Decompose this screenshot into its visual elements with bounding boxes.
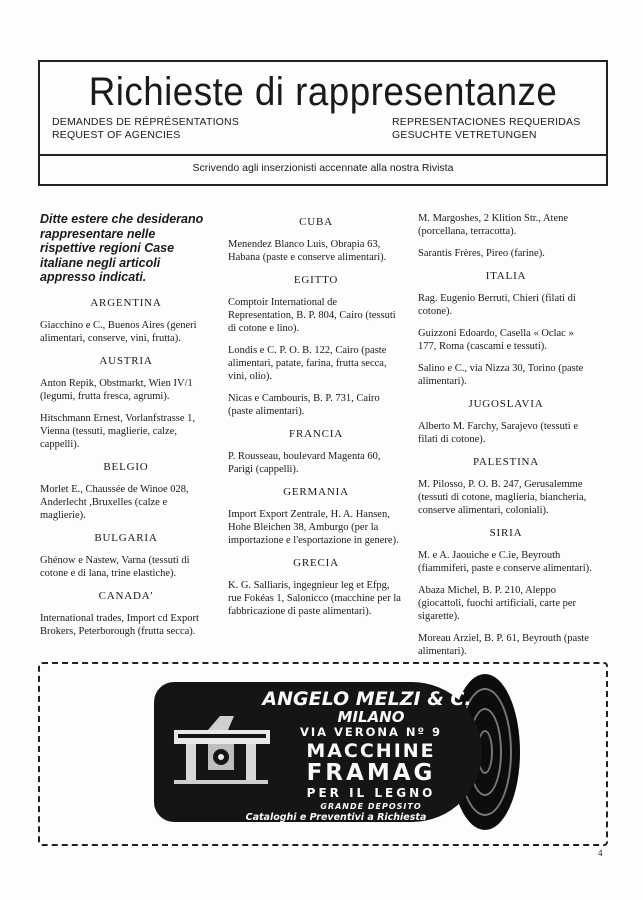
listing-entry: Salino e C., via Nizza 30, Torino (paste alimentari). [418, 363, 584, 387]
listing-entry: Hitschmann Ernest, Vorlanfstrasse 1, Vienna (tessuti, maglierie, calze, cappelli). [40, 412, 196, 450]
listing-entry: Menendez Blanco Luis, Obrapia 63, Habana (paste e conserve alimentari). [228, 239, 387, 263]
intro-text: Ditte estere che desiderano rappresentare nelle rispettive regioni Case italiane negli articoli appresso indicati. [40, 212, 204, 284]
listing-entry: Alberto M. Farchy, Sarajevo (tessuti e filati di cotone). [418, 421, 578, 445]
header-divider [40, 154, 606, 156]
country-heading: BULGARIA [94, 531, 158, 544]
country-heading: AUSTRIA [99, 354, 153, 367]
listing-entry: Rag. Eugenio Berruti, Chieri (filati di cotone). [418, 293, 576, 317]
listing-entry: M. Pilosso, P. O. B. 247, Gerusalemme (tessuti di cotone, maglieria, biancheria, conserve alimentari, coloniali). [418, 479, 587, 516]
header-left-lines [52, 116, 239, 142]
advertisement [38, 662, 608, 846]
country-heading: BELGIO [103, 460, 149, 473]
country-heading: ITALIA [485, 270, 527, 282]
country-heading: GRECIA [293, 557, 339, 569]
listing-entry: Nicas e Cambouris, B. P. 731, Cairo (paste alimentari). [228, 393, 380, 417]
header-left-line: DEMANDES DE RÉPRÉSENTATIONS [52, 116, 240, 128]
listing-entry: Abaza Michel, B. P. 210, Aleppo (giocattoli, fuochi artificiali, carte per sigarette). [418, 585, 577, 622]
ad-line-wood: PER IL LEGNO [306, 786, 436, 800]
header-left-line: REQUEST OF AGENCIES [52, 129, 181, 141]
listing-entry: M. Margoshes, 2 Klition Str., Atene (porcellana, terracotta). [418, 213, 569, 237]
header-box [38, 60, 608, 186]
listing-entry: Anton Repik, Obstmarkt, Wien IV/1 (legumi, frutta fresca, agrumi). [40, 377, 193, 402]
listing-entry: Morlet E., Chaussée de Winoe 028, Anderlecht ,Bruxelles (calze e maglierie). [40, 483, 189, 521]
ad-catalog: Cataloghi e Preventivi a Richiesta [245, 812, 427, 823]
listing-entry: Sarantis Frères, Pireo (farine). [418, 248, 545, 259]
listing-entry: Ghénow e Nastew, Varna (tessuti di cotone e di lana, trine elastiche). [40, 554, 190, 579]
country-heading: EGITTO [293, 274, 339, 286]
country-heading: GERMANIA [283, 486, 349, 498]
country-heading: SIRIA [489, 527, 523, 539]
column-2 [228, 212, 404, 627]
listing-entry: Giacchino e C., Buenos Aires (generi alimentari, conserve, vini, frutta). [40, 319, 197, 344]
listing-entry: Comptoir International de Representation, B. P. 804, Cairo (tessuti di cotone e lino). [228, 297, 396, 334]
listing-entry: P. Rousseau, boulevard Magenta 60, Parigi (cappelli). [228, 451, 381, 475]
column-3 [418, 212, 594, 667]
header-right-line: GESUCHTE VETRETUNGEN [392, 129, 537, 141]
column-1 [40, 212, 212, 647]
header-right-lines [392, 116, 580, 142]
ad-city: MILANO [337, 708, 405, 726]
listing-entry: K. G. Salliaris, ingegnieur leg et Efpg, rue Fokéas 1, Salonicco (macchine per la fabbricazione di paste alimentari). [228, 580, 401, 617]
country-heading: JUGOSLAVIA [468, 398, 544, 410]
header-note: Scrivendo agli inserzionisti accennate alla nostra Rivista [192, 162, 454, 174]
listing-entry: M. e A. Jaouiche e C.ie, Beyrouth (fiammiferi, paste e conserve alimentari). [418, 550, 592, 574]
listing-entry: Moreau Arziel, B. P. 61, Beyrouth (paste alimentari). [418, 633, 589, 657]
listing-entry: International trades, Import cd Export Brokers, Peterborough (frutta secca). [40, 612, 199, 637]
page-title: Richieste di rappresentanze [88, 70, 558, 114]
ad-street: VIA VERONA Nº 9 [299, 725, 443, 739]
page-number: 4 [598, 848, 603, 858]
country-heading: PALESTINA [472, 456, 540, 468]
country-heading: FRANCIA [289, 428, 343, 440]
ad-depot: GRANDE DEPOSITO [320, 802, 422, 811]
country-heading: ARGENTINA [90, 296, 162, 309]
woodworking-machine-icon [168, 708, 280, 788]
ad-brand: ANGELO MELZI & C. [262, 688, 472, 710]
listing-entry: Guizzoni Edoardo, Casella « Oclac » 177, Roma (cascami e tessuti). [418, 328, 574, 352]
ad-line-machines: MACCHINE [306, 740, 436, 762]
listing-entry: Import Export Zentrale, H. A. Hansen, Hohe Bleichen 38, Amburgo (per la importazione e l'esportazione in genere). [228, 509, 399, 546]
country-heading: CUBA [299, 216, 333, 228]
country-heading: CANADA' [98, 589, 154, 602]
listing-entry: Londis e C. P. O. B. 122, Cairo (paste alimentari, patate, farina, frutta secca, vini, olio). [228, 345, 387, 382]
ad-line-framag: FRAMAG [306, 760, 436, 786]
header-right-line: REPRESENTACIONES REQUERIDAS [392, 116, 581, 128]
